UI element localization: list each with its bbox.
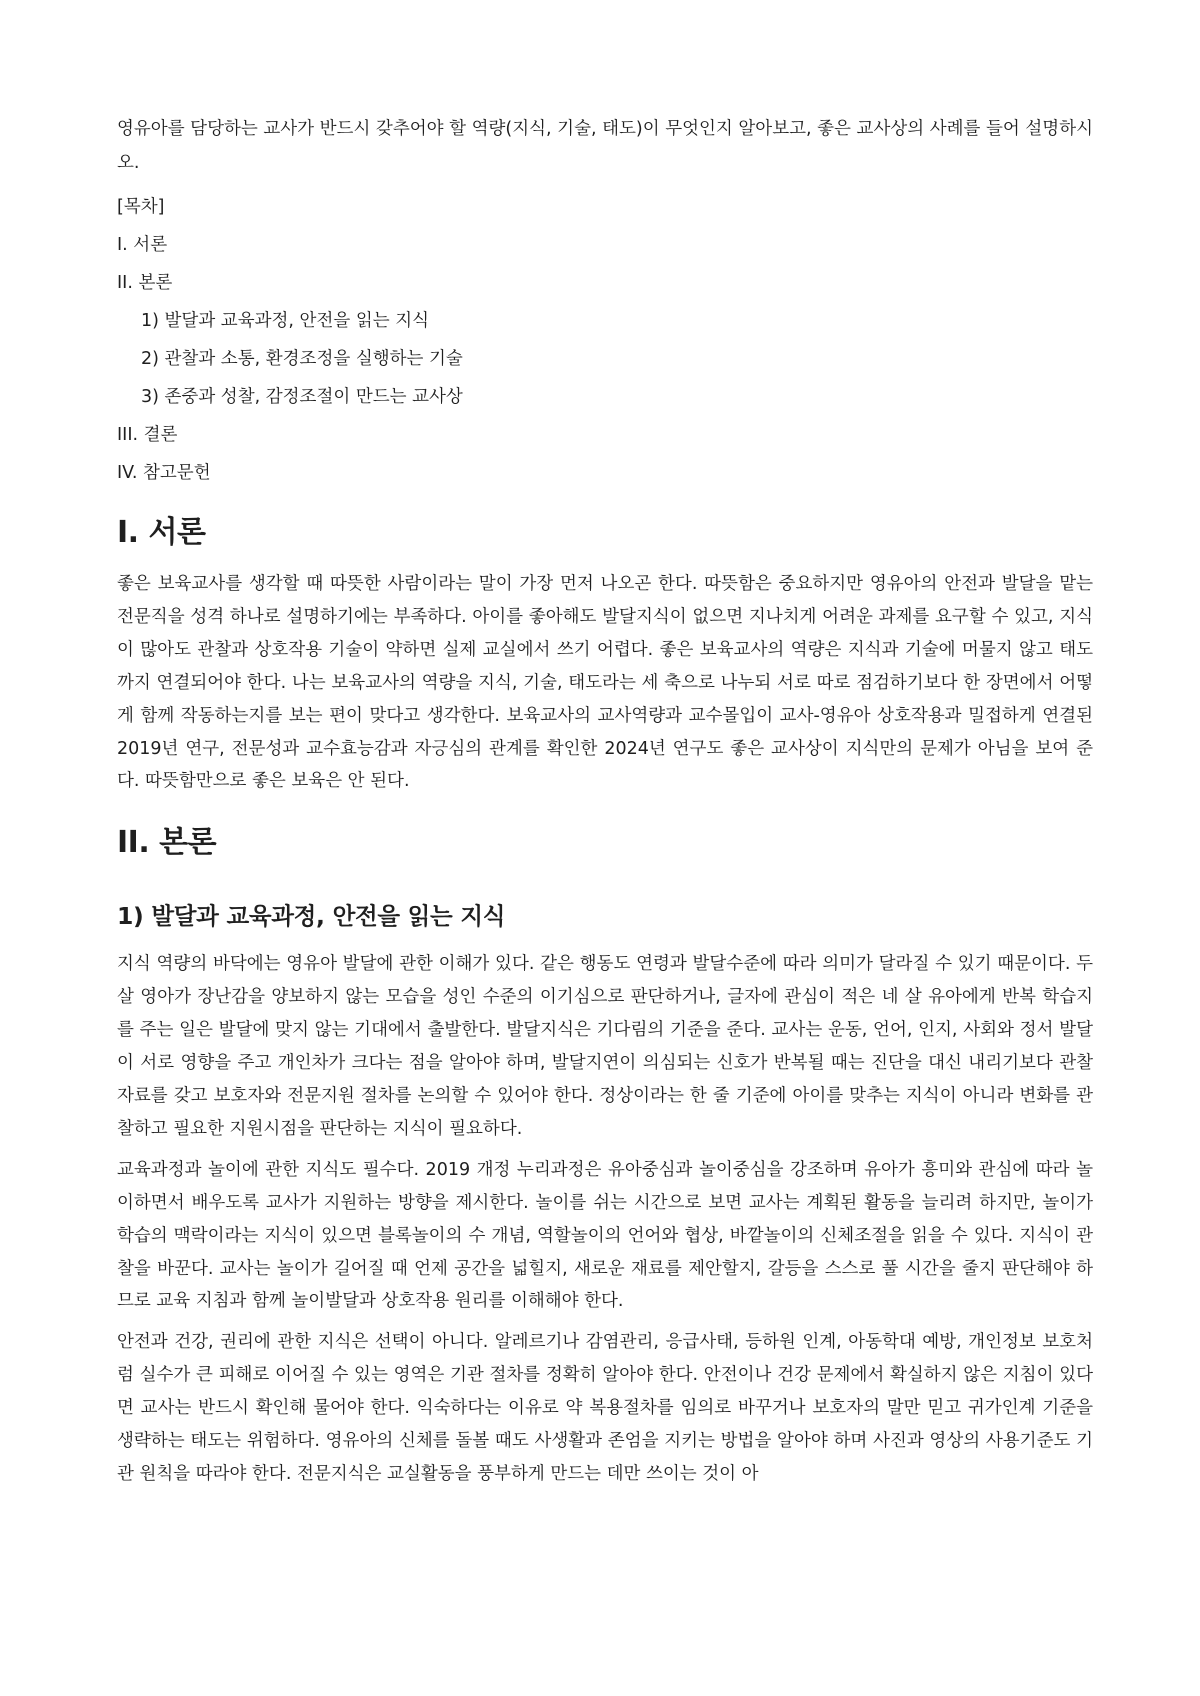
- body-subsection-1-paragraph-1: 지식 역량의 바닥에는 영유아 발달에 관한 이해가 있다. 같은 행동도 연령과 발달수준에 따라 의미가 달라질 수 있기 때문이다. 두 살 영아가 장난감을 양보하지 않는 모습을 성인 수준의 이기심으로 판단하거나, 글자에 관심이 적은 네 살 유아에게 반복 학습지를 주는 일은 발달에 맞지 않는 기대에서 출발한다. 발달지식은 기다림의 기준을 준다. 교사는 운동, 언어, 인지, 사회와 정서 발달이 서로 영향을 주고 개인차가 크다는 점을 알아야 하며, 발달지연이 의심되는 신호가 반복될 때는 진단을 대신 내리기보다 관찰자료를 갖고 보호자와 전문지원 절차를 논의할 수 있어야 한다. 정상이라는 한 줄 기준에 아이를 맞추는 지식이 아니라 변화를 관찰하고 필요한 지원시점을 판단하는 지식이 필요하다.: [117, 954, 1093, 1139]
- toc-item-body: II. 본론: [117, 273, 173, 293]
- toc-item-conclusion: III. 결론: [117, 425, 178, 445]
- body-subsection-1-paragraph-2: 교육과정과 놀이에 관한 지식도 필수다. 2019 개정 누리과정은 유아중심과 놀이중심을 강조하며 유아가 흥미와 관심에 따라 놀이하면서 배우도록 교사가 지원하는 방향을 제시한다. 놀이를 쉬는 시간으로 보면 교사는 계획된 활동을 늘리려 하지만, 놀이가 학습의 맥락이라는 지식이 있으면 블록놀이의 수 개념, 역할놀이의 언어와 협상, 바깥놀이의 신체조절을 읽을 수 있다. 지식이 관찰을 바꾼다. 교사는 놀이가 길어질 때 언제 공간을 넓힐지, 새로운 재료를 제안할지, 갈등을 스스로 풀 시간을 줄지 판단해야 하므로 교육 지침과 함께 놀이발달과 상호작용 원리를 이해해야 한다.: [117, 1159, 1093, 1312]
- intro-paragraph: 좋은 보육교사를 생각할 때 따뜻한 사람이라는 말이 가장 먼저 나오곤 한다. 따뜻함은 중요하지만 영유아의 안전과 발달을 맡는 전문직을 성격 하나로 설명하기에는 부족하다. 아이를 좋아해도 발달지식이 없으면 지나치게 어려운 과제를 요구할 수 있고, 지식이 많아도 관찰과 상호작용 기술이 약하면 실제 교실에서 쓰기 어렵다. 좋은 보육교사의 역량은 지식과 기술에 머물지 않고 태도까지 연결되어야 한다. 나는 보육교사의 역량을 지식, 기술, 태도라는 세 축으로 나누되 서로 따로 점검하기보다 한 장면에서 어떻게 함께 작동하는지를 보는 편이 맞다고 생각한다. 보육교사의 교사역량과 교수몰입이 교사-영유아 상호작용과 밀접하게 연결된 2019년 연구, 전문성과 교수효능감과 자긍심의 관계를 확인한 2024년 연구도 좋은 교사상이 지식만의 문제가 아님을 보여 준다. 따뜻함만으로 좋은 보육은 안 된다.: [117, 574, 1093, 792]
- intro-heading: I. 서론: [117, 515, 206, 550]
- toc-heading: [목차]: [117, 197, 165, 217]
- toc-item-intro: I. 서론: [117, 235, 168, 255]
- toc-item-body-1: 1) 발달과 교육과정, 안전을 읽는 지식: [141, 311, 430, 331]
- body-subsection-1-heading: 1) 발달과 교육과정, 안전을 읽는 지식: [117, 902, 506, 931]
- document-page: [117, 112, 1093, 1499]
- toc-item-body-2: 2) 관찰과 소통, 환경조정을 실행하는 기술: [141, 349, 463, 369]
- toc-item-references: IV. 참고문헌: [117, 463, 211, 483]
- body-subsection-1-paragraph-3: 안전과 건강, 권리에 관한 지식은 선택이 아니다. 알레르기나 감염관리, 응급사태, 등하원 인계, 아동학대 예방, 개인정보 보호처럼 실수가 큰 피해로 이어질 수 있는 영역은 기관 절차를 정확히 알아야 한다. 안전이나 건강 문제에서 확실하지 않은 지침이 있다면 교사는 반드시 확인해 물어야 한다. 익숙하다는 이유로 약 복용절차를 임의로 바꾸거나 보호자의 말만 믿고 귀가인계 기준을 생략하는 태도는 위험하다. 영유아의 신체를 돌볼 때도 사생활과 존엄을 지키는 방법을 알아야 하며 사진과 영상의 사용기준도 기관 원칙을 따라야 한다. 전문지식은 교실활동을 풍부하게 만드는 데만 쓰이는 것이 아: [117, 1332, 1093, 1484]
- body-heading: II. 본론: [117, 825, 217, 861]
- table-of-contents: [117, 188, 1093, 492]
- assignment-prompt: 영유아를 담당하는 교사가 반드시 갖추어야 할 역량(지식, 기술, 태도)이 무엇인지 알아보고, 좋은 교사상의 사례를 들어 설명하시오.: [117, 119, 1093, 173]
- toc-item-body-3: 3) 존중과 성찰, 감정조절이 만드는 교사상: [141, 387, 463, 407]
